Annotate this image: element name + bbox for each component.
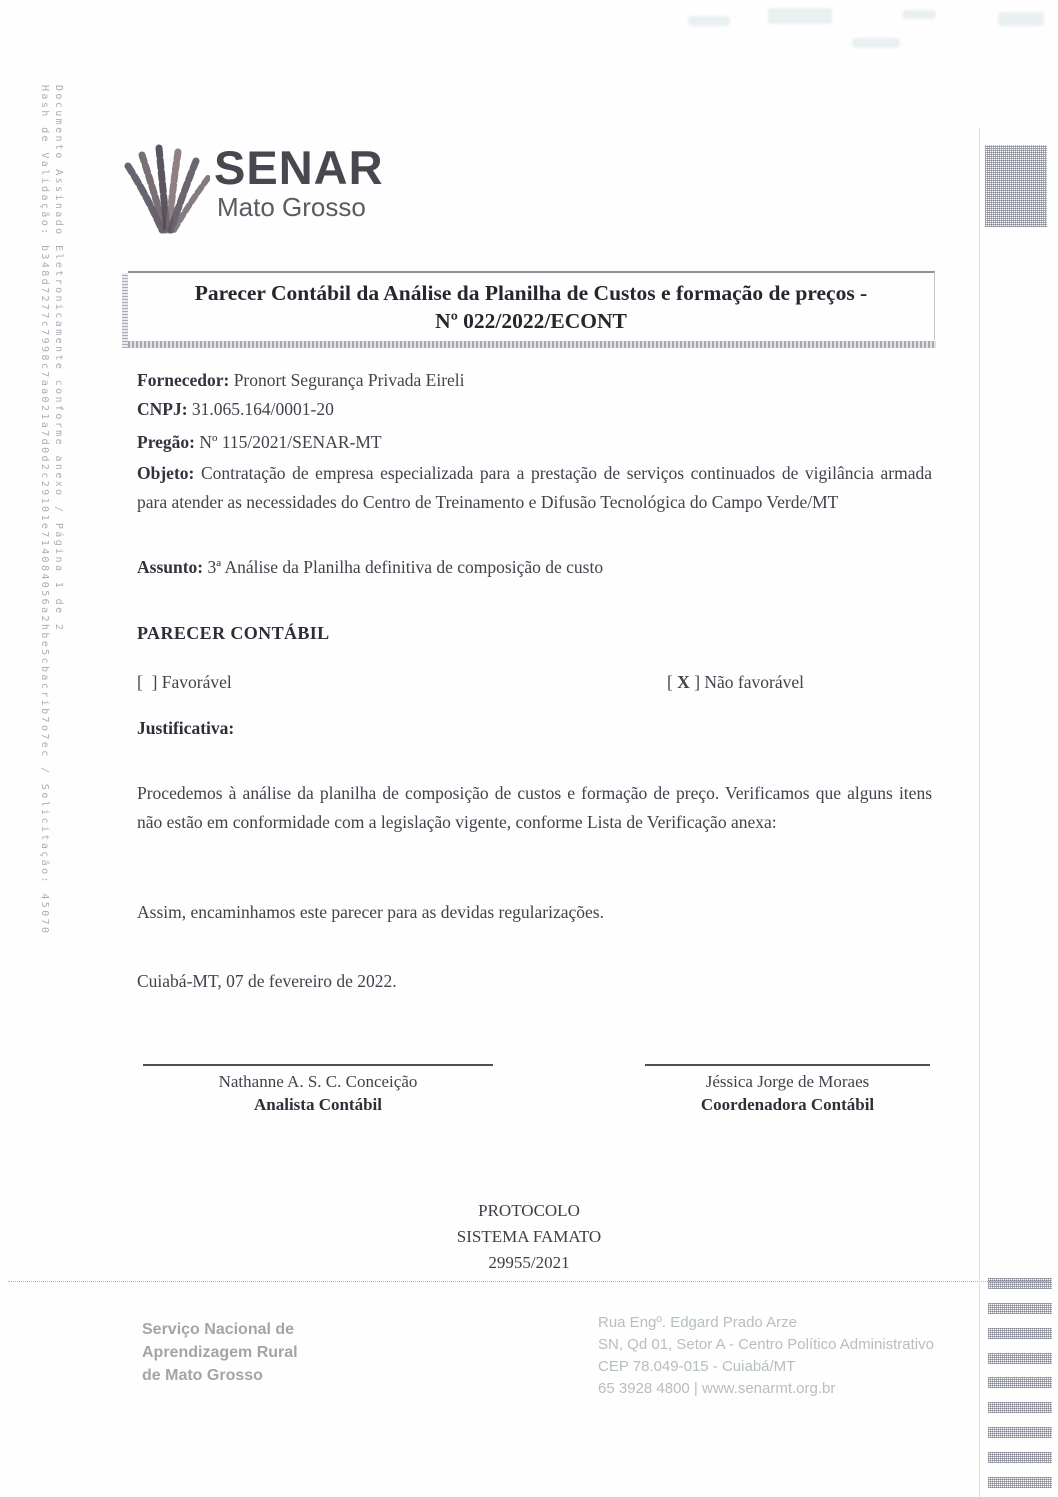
field-fornecedor-value: Pronort Segurança Privada Eireli — [233, 370, 465, 390]
scan-noise-bar — [988, 1353, 1052, 1364]
scan-noise-blob — [998, 12, 1044, 26]
checkbox-nao-favoravel-mark: X — [677, 672, 690, 692]
checkbox-open-bracket: [ — [666, 672, 678, 692]
protocol-line1: PROTOCOLO — [478, 1201, 580, 1220]
logo-subtitle: Mato Grosso — [217, 192, 366, 222]
field-assunto-label: Assunto: — [137, 557, 204, 577]
footer-address — [598, 1312, 934, 1400]
scan-noise-bar — [988, 1427, 1052, 1438]
scan-page-edge-line — [979, 128, 980, 1497]
scan-noise-blob — [688, 16, 730, 26]
justificativa-label: Justificativa: — [137, 718, 235, 738]
opinion-checkbox-row — [137, 668, 932, 698]
scan-noise-blob — [852, 38, 900, 48]
title-box — [128, 271, 935, 340]
signature-name: Nathanne A. S. C. Conceição — [218, 1072, 418, 1091]
field-cnpj — [137, 395, 932, 424]
justification-paragraph-1: Procedemos à análise da planilha de composição de custos e formação de preço. Verificamos que alguns itens não estão em conformidade com a legislação vigente, conforme Lista de Verificação anexa: — [137, 783, 932, 832]
scan-noise-block — [985, 145, 1047, 227]
logo-wordmark: SENAR — [214, 141, 384, 194]
checkbox-open-bracket: [ — [137, 672, 143, 692]
footer-divider — [8, 1281, 1050, 1282]
field-objeto-value: Contratação de empresa especializada para a prestação de serviços continuados de vigilância armada para atender as necessidades do Centro de Treinamento e Difusão Tecnológica do Campo Verde/MT — [137, 463, 932, 512]
parecer-heading: PARECER CONTÁBIL — [137, 623, 330, 643]
field-objeto — [137, 459, 932, 517]
scan-noise-bar — [988, 1402, 1052, 1413]
field-cnpj-label: CNPJ: — [137, 399, 188, 419]
esign-stamp-line2: Hash de Validação: b348d7277c7998c7aa021a7d0d2c29101e714084056a2hbe5cbacrib7o7ec / Solicitação: 45070 — [39, 85, 50, 936]
senar-logo — [118, 140, 538, 240]
date-line: Cuiabá-MT, 07 de fevereiro de 2022. — [137, 971, 397, 991]
checkbox-close-bracket: ] — [689, 672, 701, 692]
scan-noise-bar — [988, 1477, 1052, 1488]
footer-org-line: de Mato Grosso — [142, 1367, 263, 1384]
scan-noise-bar — [988, 1328, 1052, 1339]
field-fornecedor-label: Fornecedor: — [137, 370, 230, 390]
field-pregao-value: Nº 115/2021/SENAR-MT — [199, 432, 382, 452]
checkbox-nao-favoravel-label: Não favorável — [704, 672, 804, 692]
field-objeto-label: Objeto: — [137, 463, 195, 483]
field-pregao — [137, 428, 932, 457]
protocol-block — [0, 1198, 1058, 1276]
signature-role: Analista Contábil — [254, 1095, 382, 1114]
document-title-line2: Nº 022/2022/ECONT — [435, 309, 627, 333]
title-box-bottom-band — [128, 341, 936, 348]
scan-noise-bar — [988, 1303, 1052, 1314]
signature-line — [645, 1064, 930, 1066]
field-assunto — [137, 553, 932, 582]
esign-stamp-line1: Documento Assinado Eletronicamente conforme anexo / Página 1 de 2 — [53, 85, 64, 633]
scan-noise-blob — [768, 8, 832, 24]
footer-org-line: Aprendizagem Rural — [142, 1344, 298, 1361]
signature-block-analista — [143, 1064, 493, 1116]
footer-address-line: CEP 78.049-015 - Cuiabá/MT — [598, 1358, 796, 1375]
footer-org-line: Serviço Nacional de — [142, 1321, 295, 1338]
document-title-line1: Parecer Contábil da Análise da Planilha de Custos e formação de preços - — [194, 281, 868, 305]
checkbox-nao-favoravel — [667, 668, 804, 697]
field-fornecedor — [137, 366, 932, 395]
signature-role: Coordenadora Contábil — [700, 1095, 875, 1114]
justification-paragraph-2: Assim, encaminhamos este parecer para as devidas regularizações. — [137, 902, 604, 922]
protocol-line2: SISTEMA FAMATO — [456, 1227, 602, 1246]
field-assunto-value: 3ª Análise da Planilha definitiva de composição de custo — [207, 557, 604, 577]
footer-org-name — [142, 1318, 298, 1387]
footer-address-line: SN, Qd 01, Setor A - Centro Político Administrativo — [598, 1336, 934, 1353]
scan-noise-bar — [988, 1452, 1052, 1463]
scan-noise-bar — [988, 1377, 1052, 1388]
footer-address-line: Rua Engº. Edgard Prado Arze — [598, 1314, 797, 1331]
signature-block-coordenadora — [645, 1064, 930, 1116]
title-box-left-strip — [122, 273, 128, 348]
protocol-number: 29955/2021 — [488, 1253, 570, 1272]
signature-line — [143, 1064, 493, 1066]
scan-noise-bar — [988, 1278, 1052, 1289]
signature-name: Jéssica Jorge de Moraes — [705, 1072, 870, 1091]
field-cnpj-value: 31.065.164/0001-20 — [191, 399, 334, 419]
checkbox-close-bracket: ] — [151, 672, 158, 692]
footer-contact-line: 65 3928 4800 | www.senarmt.org.br — [598, 1380, 836, 1397]
checkbox-favoravel-label: Favorável — [161, 672, 232, 692]
checkbox-favoravel-mark — [143, 672, 152, 692]
checkbox-favoravel — [137, 672, 232, 692]
senar-leaf-icon — [118, 142, 210, 236]
field-pregao-label: Pregão: — [137, 432, 195, 452]
scan-noise-blob — [902, 10, 936, 19]
